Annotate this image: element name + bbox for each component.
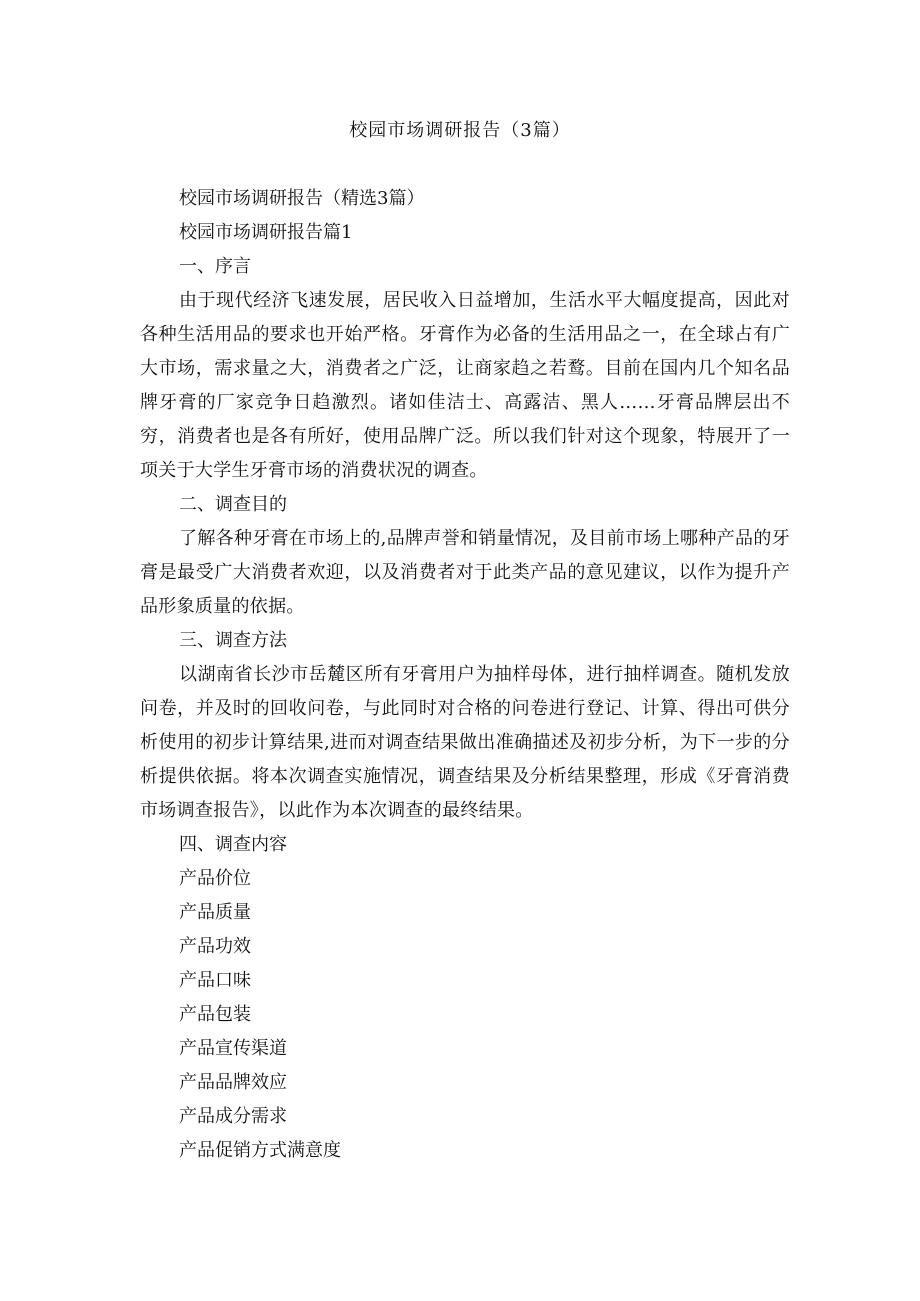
list-item: 产品宣传渠道	[179, 1038, 287, 1059]
list-item: 产品成分需求	[179, 1106, 287, 1127]
subtitle: 校园市场调研报告（精选3篇）	[179, 188, 425, 209]
list-item: 产品质量	[179, 902, 251, 923]
section-text-purpose: 了解各种牙膏在市场上的,品牌声誉和销量情况，及目前市场上哪种产品的牙膏是最受广大消费者欢迎，以及消费者对于此类产品的意见建议，以作为提升产品形象质量的依据。	[140, 528, 790, 617]
section-text-method: 以湖南省长沙市岳麓区所有牙膏用户为抽样母体，进行抽样调查。随机发放问卷，并及时的回收问卷，与此同时对合格的问卷进行登记、计算、得出可供分析使用的初步计算结果,进而对调查结果做出准确描述及初步分析，为下一步的分析提供依据。将本次调查实施情况，调查结果及分析结果整理，形成《牙膏消费市场调查报告》，以此作为本次调查的最终结果。	[140, 664, 790, 821]
document-title: 校园市场调研报告（3篇）	[349, 120, 571, 141]
section-text-preface: 由于现代经济飞速发展，居民收入日益增加，生活水平大幅度提高，因此对各种生活用品的要求也开始严格。牙膏作为必备的生活用品之一，在全球占有广大市场，需求量之大，消费者之广泛，让商家趋之若鹜。目前在国内几个知名品牌牙膏的厂家竞争日趋激烈。诸如佳洁士、高露洁、黑人……牙膏品牌层出不穷，消费者也是各有所好，使用品牌广泛。所以我们针对这个现象，特展开了一项关于大学生牙膏市场的消费状况的调查。	[140, 290, 790, 481]
list-item: 产品促销方式满意度	[179, 1140, 341, 1161]
section-heading-content: 四、调查内容	[179, 834, 287, 855]
list-item: 产品口味	[179, 970, 251, 991]
list-item: 产品品牌效应	[179, 1072, 287, 1093]
list-item: 产品价位	[179, 868, 251, 889]
survey-content-list	[140, 862, 790, 1168]
section-heading-preface: 一、序言	[179, 256, 251, 277]
list-item: 产品包装	[179, 1004, 251, 1025]
section-heading-purpose: 二、调查目的	[179, 494, 287, 515]
document-body	[140, 182, 790, 1168]
list-item: 产品功效	[179, 936, 251, 957]
section-heading-method: 三、调查方法	[179, 630, 287, 651]
part-title: 校园市场调研报告篇1	[179, 222, 353, 243]
